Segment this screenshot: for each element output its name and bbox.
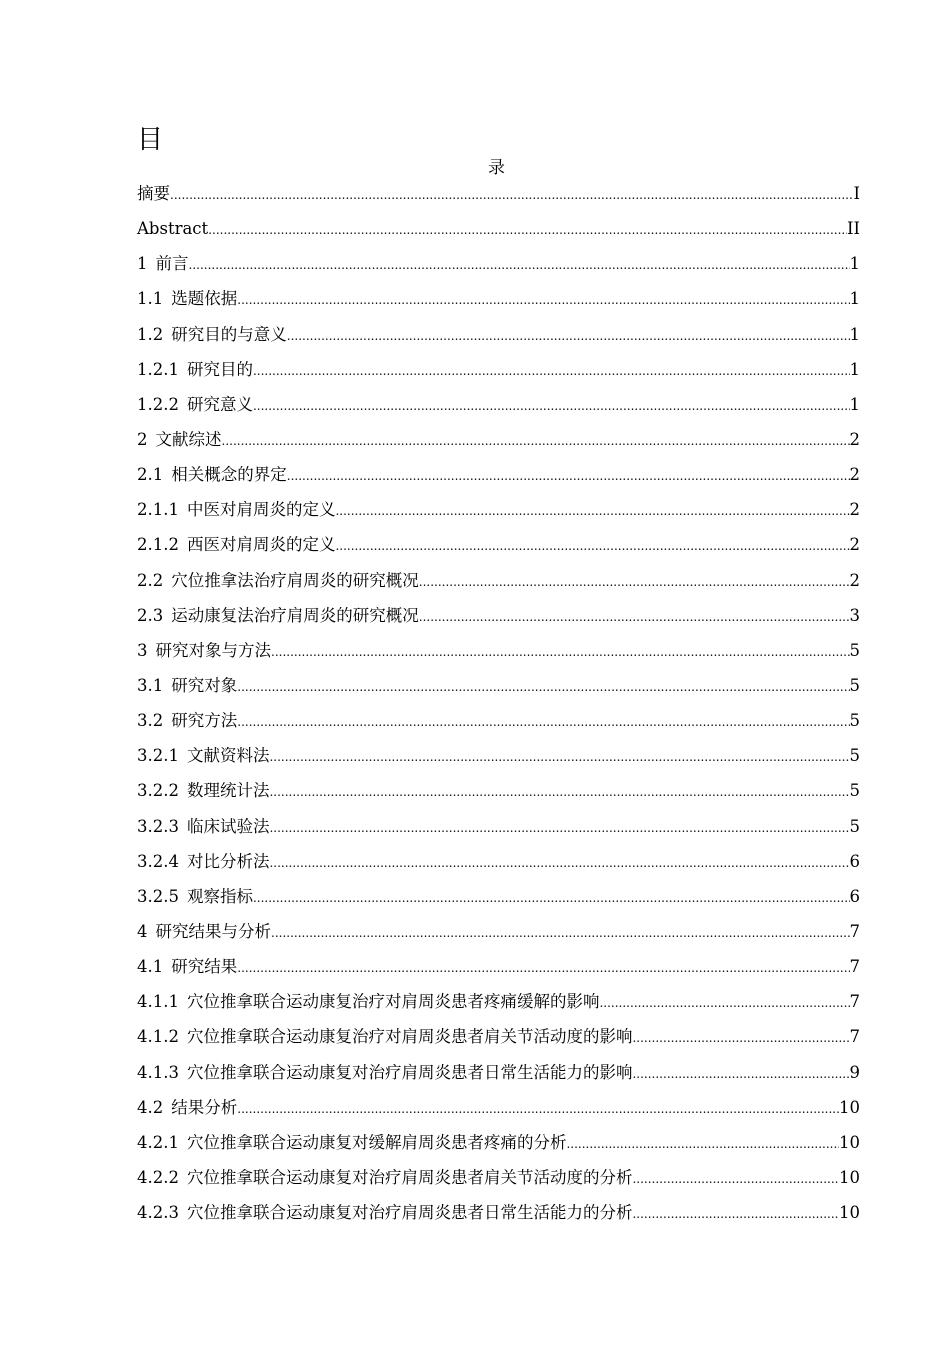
toc-entry-page: 10: [839, 1132, 860, 1152]
toc-entry-page: 10: [839, 1097, 860, 1117]
toc-entry-page: 3: [849, 605, 860, 625]
toc-entry-text: 临床试验法: [186, 816, 270, 836]
toc-entry[interactable]: [137, 1090, 860, 1125]
toc-leader-dots: [237, 1092, 839, 1127]
toc-entry[interactable]: [137, 738, 860, 773]
toc-entry-label: [137, 563, 419, 598]
toc-entry[interactable]: [137, 914, 860, 949]
toc-entry[interactable]: [137, 387, 860, 422]
toc-entry-number: 4.1.2: [137, 1027, 179, 1047]
toc-entry[interactable]: [137, 457, 860, 492]
toc-entry-number: 2.1.1: [137, 500, 179, 520]
toc-entry-text: 前言: [155, 254, 189, 274]
toc-entry-label: [137, 844, 269, 879]
toc-entry[interactable]: [137, 317, 860, 352]
toc-entry[interactable]: [137, 879, 860, 914]
toc-entry-page: 5: [849, 640, 860, 660]
toc-leader-dots: [237, 283, 849, 318]
toc-entry[interactable]: [137, 492, 860, 527]
toc-entry-number: 3.1: [137, 675, 164, 695]
toc-entry-number: 4.2.3: [137, 1203, 179, 1223]
toc-leader-dots: [566, 1127, 839, 1162]
toc-entry[interactable]: [137, 668, 860, 703]
toc-entry-number: 2.2: [137, 570, 164, 590]
toc-entry[interactable]: [137, 703, 860, 738]
toc-leader-dots: [237, 670, 849, 705]
toc-entry-text: 观察指标: [186, 886, 253, 906]
toc-entry-page: 10: [839, 1167, 860, 1187]
toc-leader-dots: [253, 354, 850, 389]
toc-entry-label: [137, 1090, 237, 1125]
toc-entry-text: 中医对肩周炎的定义: [186, 500, 336, 520]
toc-entry-label: [137, 668, 237, 703]
toc-entry-text: Abstract: [137, 219, 209, 239]
toc-leader-dots: [253, 389, 850, 424]
toc-entry[interactable]: [137, 1160, 860, 1195]
toc-entry-page: 5: [849, 675, 860, 695]
toc-entry-page: 5: [849, 746, 860, 766]
toc-leader-dots: [208, 213, 847, 248]
toc-entry-label: [137, 1195, 632, 1230]
toc-leader-dots: [237, 705, 849, 740]
toc-entry[interactable]: [137, 633, 860, 668]
toc-leader-dots: [287, 459, 850, 494]
toc-title-part2: 录: [488, 158, 505, 178]
toc-leader-dots: [269, 846, 849, 881]
toc-entry-label: [137, 1160, 632, 1195]
toc-entry[interactable]: [137, 1055, 860, 1090]
toc-entry-text: 研究对象与方法: [155, 640, 271, 660]
toc-entry-number: 4.2: [137, 1097, 164, 1117]
toc-entry[interactable]: [137, 246, 860, 281]
toc-entry-text: 研究结果: [171, 957, 238, 977]
toc-entry-label: [137, 317, 287, 352]
toc-entry-text: 文献资料法: [186, 746, 270, 766]
toc-entry-text: 穴位推拿联合运动康复对治疗肩周炎患者日常生活能力的分析: [186, 1203, 633, 1223]
toc-entry[interactable]: [137, 773, 860, 808]
toc-entry-page: 5: [849, 711, 860, 731]
toc-leader-dots: [253, 881, 850, 916]
toc-entry-page: 2: [849, 500, 860, 520]
toc-leader-dots: [271, 916, 850, 951]
toc-leader-dots: [287, 319, 850, 354]
toc-entry-page: 7: [849, 992, 860, 1012]
toc-entry-page: 7: [849, 957, 860, 977]
toc-entry-page: 1: [849, 289, 860, 309]
toc-entry-number: 2: [137, 429, 148, 449]
toc-entry-page: 1: [849, 359, 860, 379]
toc-leader-dots: [170, 178, 853, 213]
toc-entry-number: 2.1: [137, 465, 164, 485]
toc-entry-page: 2: [849, 429, 860, 449]
toc-entry-label: [137, 457, 287, 492]
toc-entry-label: [137, 211, 208, 246]
toc-entry-text: 数理统计法: [186, 781, 270, 801]
toc-entry[interactable]: [137, 949, 860, 984]
toc-entry[interactable]: [137, 1125, 860, 1160]
toc-leader-dots: [222, 424, 850, 459]
toc-entry-number: 1.2.1: [137, 359, 179, 379]
toc-entry-number: 1.2.2: [137, 394, 179, 414]
toc-entry-page: 6: [849, 886, 860, 906]
toc-leader-dots: [269, 811, 849, 846]
toc-entry[interactable]: [137, 563, 860, 598]
toc-entry-text: 穴位推拿联合运动康复治疗对肩周炎患者肩关节活动度的影响: [186, 1027, 633, 1047]
toc-entry-page: II: [846, 219, 860, 239]
toc-entry-label: [137, 914, 271, 949]
toc-entry-label: [137, 176, 170, 211]
toc-leader-dots: [269, 775, 849, 810]
toc-leader-dots: [632, 1057, 849, 1092]
toc-entry-label: [137, 598, 419, 633]
toc-leader-dots: [189, 248, 850, 283]
toc-entry-number: 4.1: [137, 957, 164, 977]
toc-entry-number: 4.2.1: [137, 1132, 179, 1152]
toc-entry-number: 2.3: [137, 605, 164, 625]
toc-entry-page: 6: [849, 851, 860, 871]
toc-entry-text: 研究目的: [186, 359, 253, 379]
toc-leader-dots: [237, 951, 849, 986]
toc-entry-number: 3.2.4: [137, 851, 179, 871]
toc-entry-label: [137, 984, 599, 1019]
toc-entry-label: [137, 809, 269, 844]
toc-leader-dots: [335, 529, 849, 564]
toc-leader-dots: [599, 986, 849, 1021]
toc-entry-text: 结果分析: [171, 1097, 238, 1117]
toc-entry[interactable]: [137, 281, 860, 316]
toc-entry-page: I: [853, 184, 860, 203]
toc-entry-number: 4.1.1: [137, 992, 179, 1012]
toc-entry-label: [137, 773, 269, 808]
table-of-contents: [137, 176, 860, 1230]
toc-entry-text: 研究目的与意义: [171, 324, 287, 344]
toc-entry-number: 3.2.3: [137, 816, 179, 836]
toc-entry[interactable]: [137, 1195, 860, 1230]
toc-entry-page: 5: [849, 816, 860, 836]
toc-entry-text: 对比分析法: [186, 851, 270, 871]
toc-leader-dots: [632, 1197, 839, 1232]
toc-entry-label: [137, 387, 253, 422]
toc-entry-page: 5: [849, 781, 860, 801]
toc-entry-number: 1.2: [137, 324, 164, 344]
toc-leader-dots: [419, 565, 850, 600]
toc-entry-number: 3.2.5: [137, 886, 179, 906]
toc-entry-label: [137, 492, 335, 527]
toc-title-part1: 目: [137, 125, 164, 155]
toc-entry[interactable]: [137, 422, 860, 457]
toc-entry-text: 研究意义: [186, 394, 253, 414]
toc-entry[interactable]: [137, 211, 860, 246]
toc-entry-label: [137, 246, 189, 281]
toc-entry-page: 2: [849, 535, 860, 555]
toc-entry-label: [137, 879, 253, 914]
toc-entry-page: 7: [849, 1027, 860, 1047]
toc-leader-dots: [632, 1162, 839, 1197]
toc-entry-text: 文献综述: [155, 429, 222, 449]
toc-entry-number: 1: [137, 254, 148, 274]
toc-entry-label: [137, 1019, 632, 1054]
toc-leader-dots: [335, 494, 849, 529]
toc-entry[interactable]: [137, 809, 860, 844]
toc-entry[interactable]: [137, 844, 860, 879]
toc-entry-text: 穴位推拿联合运动康复对缓解肩周炎患者疼痛的分析: [186, 1132, 567, 1152]
toc-entry-text: 研究对象: [171, 675, 238, 695]
toc-entry-page: 2: [849, 465, 860, 485]
toc-entry-label: [137, 281, 237, 316]
toc-entry-text: 摘要: [137, 184, 170, 203]
toc-entry-text: 穴位推拿联合运动康复对治疗肩周炎患者日常生活能力的影响: [186, 1062, 633, 1082]
toc-entry-label: [137, 352, 253, 387]
toc-entry[interactable]: [137, 598, 860, 633]
toc-entry-number: 3: [137, 640, 148, 660]
toc-leader-dots: [269, 740, 849, 775]
toc-entry-text: 相关概念的界定: [171, 465, 287, 485]
toc-entry-label: [137, 949, 237, 984]
toc-entry-number: 2.1.2: [137, 535, 179, 555]
toc-entry-label: [137, 633, 271, 668]
toc-entry-text: 研究方法: [171, 711, 238, 731]
toc-entry-text: 研究结果与分析: [155, 921, 271, 941]
toc-entry-text: 穴位推拿法治疗肩周炎的研究概况: [171, 570, 419, 590]
toc-entry-page: 1: [849, 254, 860, 274]
toc-entry[interactable]: [137, 984, 860, 1019]
toc-entry-number: 4.2.2: [137, 1167, 179, 1187]
toc-entry-number: 4: [137, 921, 148, 941]
toc-leader-dots: [419, 600, 850, 635]
toc-entry-page: 10: [839, 1203, 860, 1223]
toc-entry-text: 西医对肩周炎的定义: [186, 535, 336, 555]
toc-entry[interactable]: [137, 1019, 860, 1054]
toc-entry-text: 选题依据: [171, 289, 238, 309]
toc-entry-label: [137, 527, 335, 562]
toc-entry-text: 穴位推拿联合运动康复治疗对肩周炎患者疼痛缓解的影响: [186, 992, 600, 1012]
toc-entry-page: 1: [849, 394, 860, 414]
toc-leader-dots: [271, 635, 850, 670]
toc-entry-text: 运动康复法治疗肩周炎的研究概况: [171, 605, 419, 625]
toc-entry-label: [137, 738, 269, 773]
toc-entry-number: 4.1.3: [137, 1062, 179, 1082]
toc-entry[interactable]: [137, 176, 860, 211]
toc-entry-number: 3.2.2: [137, 781, 179, 801]
toc-entry-page: 9: [849, 1062, 860, 1082]
toc-entry-number: 3.2: [137, 711, 164, 731]
toc-entry-label: [137, 422, 222, 457]
toc-entry-number: 3.2.1: [137, 746, 179, 766]
toc-leader-dots: [632, 1021, 849, 1056]
toc-entry-page: 1: [849, 324, 860, 344]
toc-entry[interactable]: [137, 352, 860, 387]
toc-entry-label: [137, 703, 237, 738]
toc-entry-text: 穴位推拿联合运动康复对治疗肩周炎患者肩关节活动度的分析: [186, 1167, 633, 1187]
toc-entry-label: [137, 1055, 632, 1090]
toc-entry-label: [137, 1125, 566, 1160]
toc-entry-page: 7: [849, 921, 860, 941]
toc-entry-page: 2: [849, 570, 860, 590]
toc-entry[interactable]: [137, 527, 860, 562]
toc-entry-number: 1.1: [137, 289, 164, 309]
